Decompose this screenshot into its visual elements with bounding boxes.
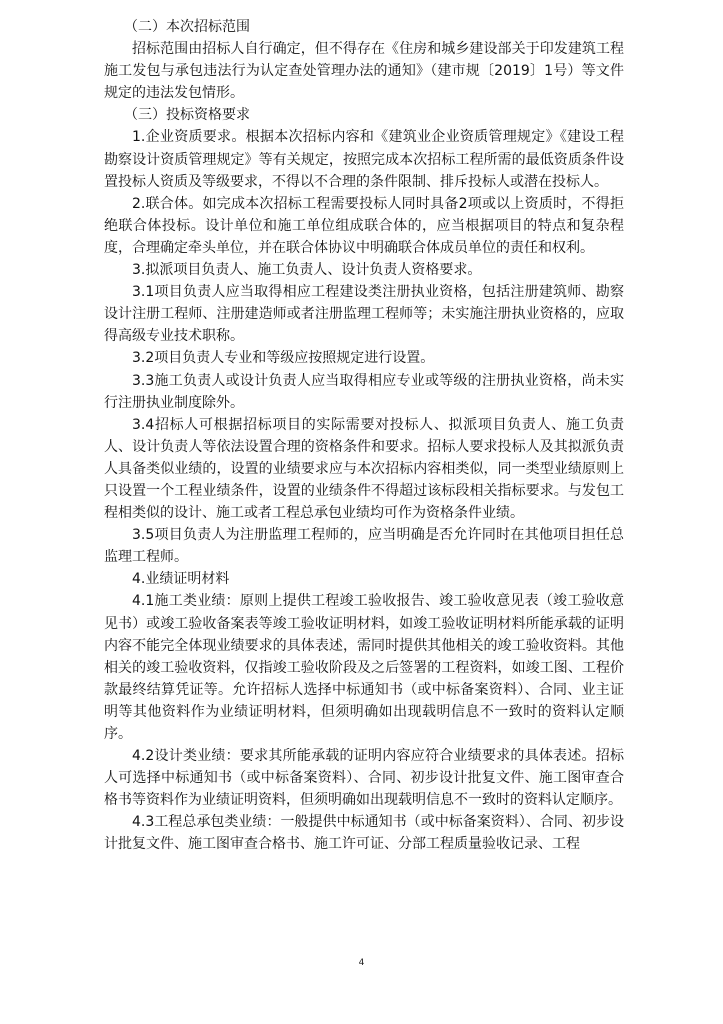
paragraph-clause-4-3: 4.3工程总承包类业绩：一般提供中标通知书（或中标备案资料）、合同、初步设计批复文件、施工图审查合格书、施工许可证、分部工程质量验收记录、工程	[104, 814, 624, 853]
document-body	[104, 16, 624, 856]
paragraph-clause-4-1: 4.1施工类业绩：原则上提供工程竣工验收报告、竣工验收意见表（竣工验收意见书）或竣工验收备案表等竣工验收证明材料，如竣工验收证明材料所能承载的证明内容不能完全体现业绩要求的具体表述，需同时提供其他相关的竣工验收资料。其他相关的竣工验收资料，仅指竣工验收阶段及之后签署的工程资料，如竣工图、工程价款最终结算凭证等。允许招标人选择中标通知书（或中标备案资料）、合同、业主证明等其他资料作为业绩证明材料，但须明确如出现载明信息不一致时的资料认定顺序。	[104, 593, 624, 742]
paragraph-enterprise-qualification: 1.企业资质要求。根据本次招标内容和《建筑业企业资质管理规定》《建设工程勘察设计资质管理规定》等有关规定，按照完成本次招标工程所需的最低资质条件设置投标人资质及等级要求，不得以不合理的条件限制、排斥投标人或潜在投标人。	[104, 129, 624, 190]
page-number: 4	[358, 958, 365, 968]
section-heading-bidding-scope: （二）本次招标范围	[124, 19, 250, 35]
paragraph-clause-3-2: 3.2项目负责人专业和等级应按照规定进行设置。	[132, 350, 435, 367]
paragraph-bidding-scope: 招标范围由招标人自行确定，但不得存在《住房和城乡建设部关于印发建筑工程施工发包与承包违法行为认定查处管理办法的通知》（建市规〔2019〕1号）等文件规定的违法发包情形。	[104, 41, 624, 102]
paragraph-clause-3-5: 3.5项目负责人为注册监理工程师的，应当明确是否允许同时在其他项目担任总监理工程师。	[104, 527, 624, 566]
paragraph-performance-materials: 4.业绩证明材料	[132, 571, 230, 588]
paragraph-consortium: 2.联合体。如完成本次招标工程需要投标人同时具备2项或以上资质时，不得拒绝联合体投标。设计单位和施工单位组成联合体的，应当根据项目的特点和复杂程度，合理确定牵头单位，并在联合体协议中明确联合体成员单位的责任和权利。	[104, 195, 624, 256]
paragraph-clause-3-1: 3.1项目负责人应当取得相应工程建设类注册执业资格，包括注册建筑师、勘察设计注册工程师、注册建造师或者注册监理工程师等；未实施注册执业资格的，应取得高级专业技术职称。	[104, 284, 624, 345]
paragraph-clause-4-2: 4.2设计类业绩：要求其所能承载的证明内容应符合业绩要求的具体表述。招标人可选择中标通知书（或中标备案资料）、合同、初步设计批复文件、施工图审查合格书等资料作为业绩证明资料，但须明确如出现载明信息不一致时的资料认定顺序。	[104, 748, 624, 809]
section-heading-qualification-requirements: （三）投标资格要求	[124, 107, 250, 124]
paragraph-clause-3-3: 3.3施工负责人或设计负责人应当取得相应专业或等级的注册执业资格，尚未实行注册执业制度除外。	[104, 372, 624, 411]
paragraph-personnel-requirements: 3.拟派项目负责人、施工负责人、设计负责人资格要求。	[132, 262, 482, 279]
paragraph-clause-3-4: 3.4招标人可根据招标项目的实际需要对投标人、拟派项目负责人、施工负责人、设计负责人等依法设置合理的资格条件和要求。招标人要求投标人及其拟派负责人具备类似业绩的，设置的业绩要求应与本次招标内容相类似，同一类型业绩原则上只设置一个工程业绩条件，设置的业绩条件不得超过该标段相关指标要求。与发包工程相类似的设计、施工或者工程总承包业绩均可作为资格条件业绩。	[104, 416, 624, 522]
